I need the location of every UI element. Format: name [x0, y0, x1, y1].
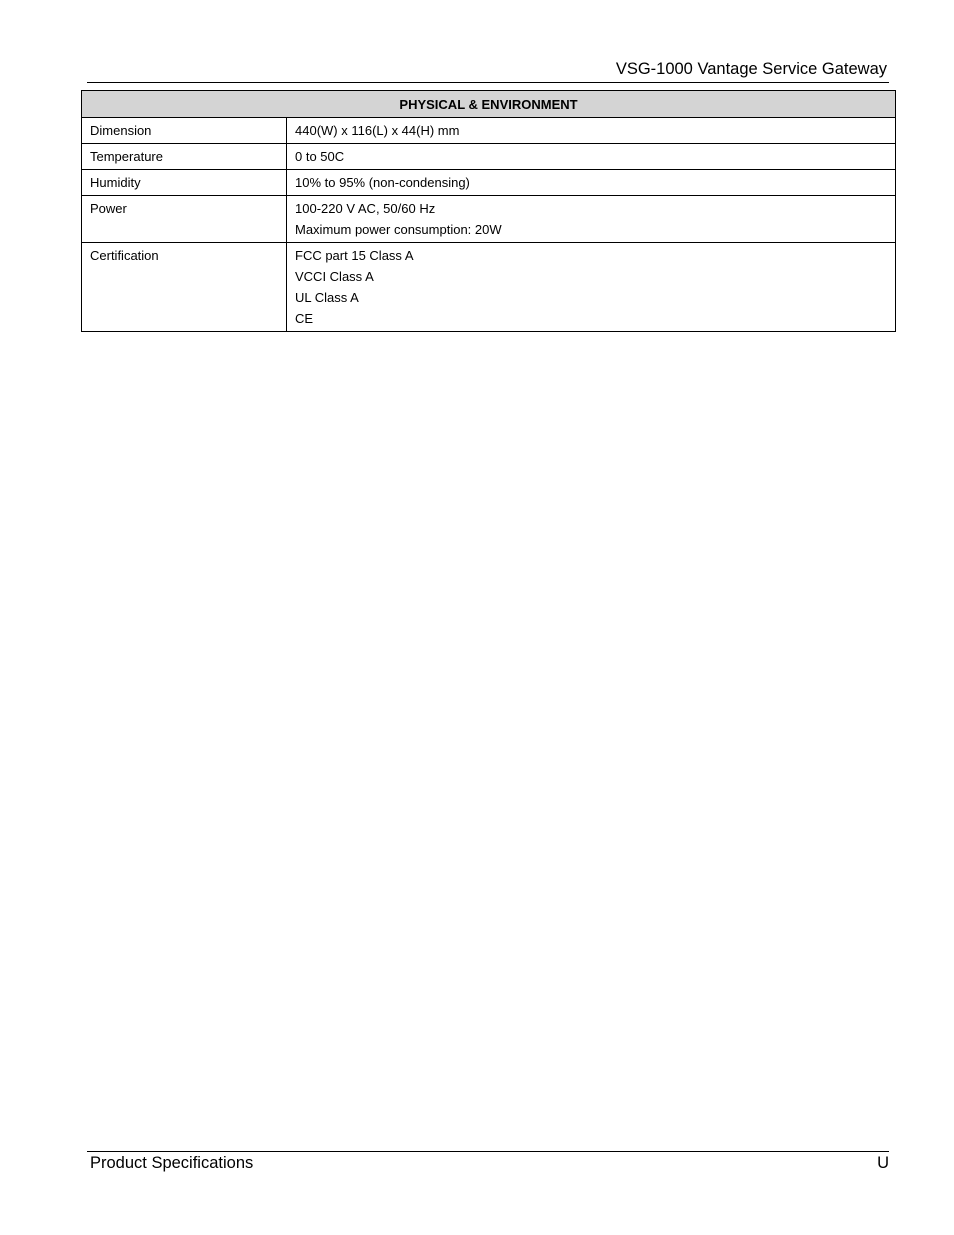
row-label: Humidity — [82, 170, 287, 196]
table-heading: PHYSICAL & ENVIRONMENT — [82, 91, 896, 118]
document-title: VSG-1000 Vantage Service Gateway — [615, 60, 887, 78]
row-value-line: Maximum power consumption: 20W — [295, 222, 502, 237]
table-row — [82, 144, 896, 170]
row-value-line: 10% to 95% (non-condensing) — [295, 175, 470, 190]
row-value-line: CE — [295, 311, 314, 326]
page-header — [87, 58, 889, 83]
row-label-text: Power — [90, 201, 127, 216]
row-value-line: VCCI Class A — [295, 269, 374, 284]
row-label: Temperature — [82, 144, 287, 170]
row-value — [287, 243, 896, 332]
page-footer — [87, 1151, 889, 1172]
spec-table — [81, 90, 896, 332]
row-value-line: FCC part 15 Class A — [295, 248, 414, 263]
row-value — [287, 118, 896, 144]
row-value — [287, 196, 896, 243]
row-value-line: 100-220 V AC, 50/60 Hz — [295, 201, 436, 216]
row-value-line: 440(W) x 116(L) x 44(H) mm — [295, 123, 460, 138]
table-row — [82, 118, 896, 144]
row-value-line: UL Class A — [295, 290, 359, 305]
table-heading-row — [82, 91, 896, 118]
row-value-line: 0 to 50C — [295, 149, 345, 164]
row-value — [287, 170, 896, 196]
row-value — [287, 144, 896, 170]
row-label — [82, 243, 287, 332]
row-label-text: Certification — [90, 248, 159, 263]
page-number: U — [877, 1154, 889, 1172]
row-label: Dimension — [82, 118, 287, 144]
row-label — [82, 196, 287, 243]
table-row — [82, 196, 896, 243]
footer-section-title: Product Specifications — [90, 1154, 254, 1172]
table-row — [82, 243, 896, 332]
table-row — [82, 170, 896, 196]
